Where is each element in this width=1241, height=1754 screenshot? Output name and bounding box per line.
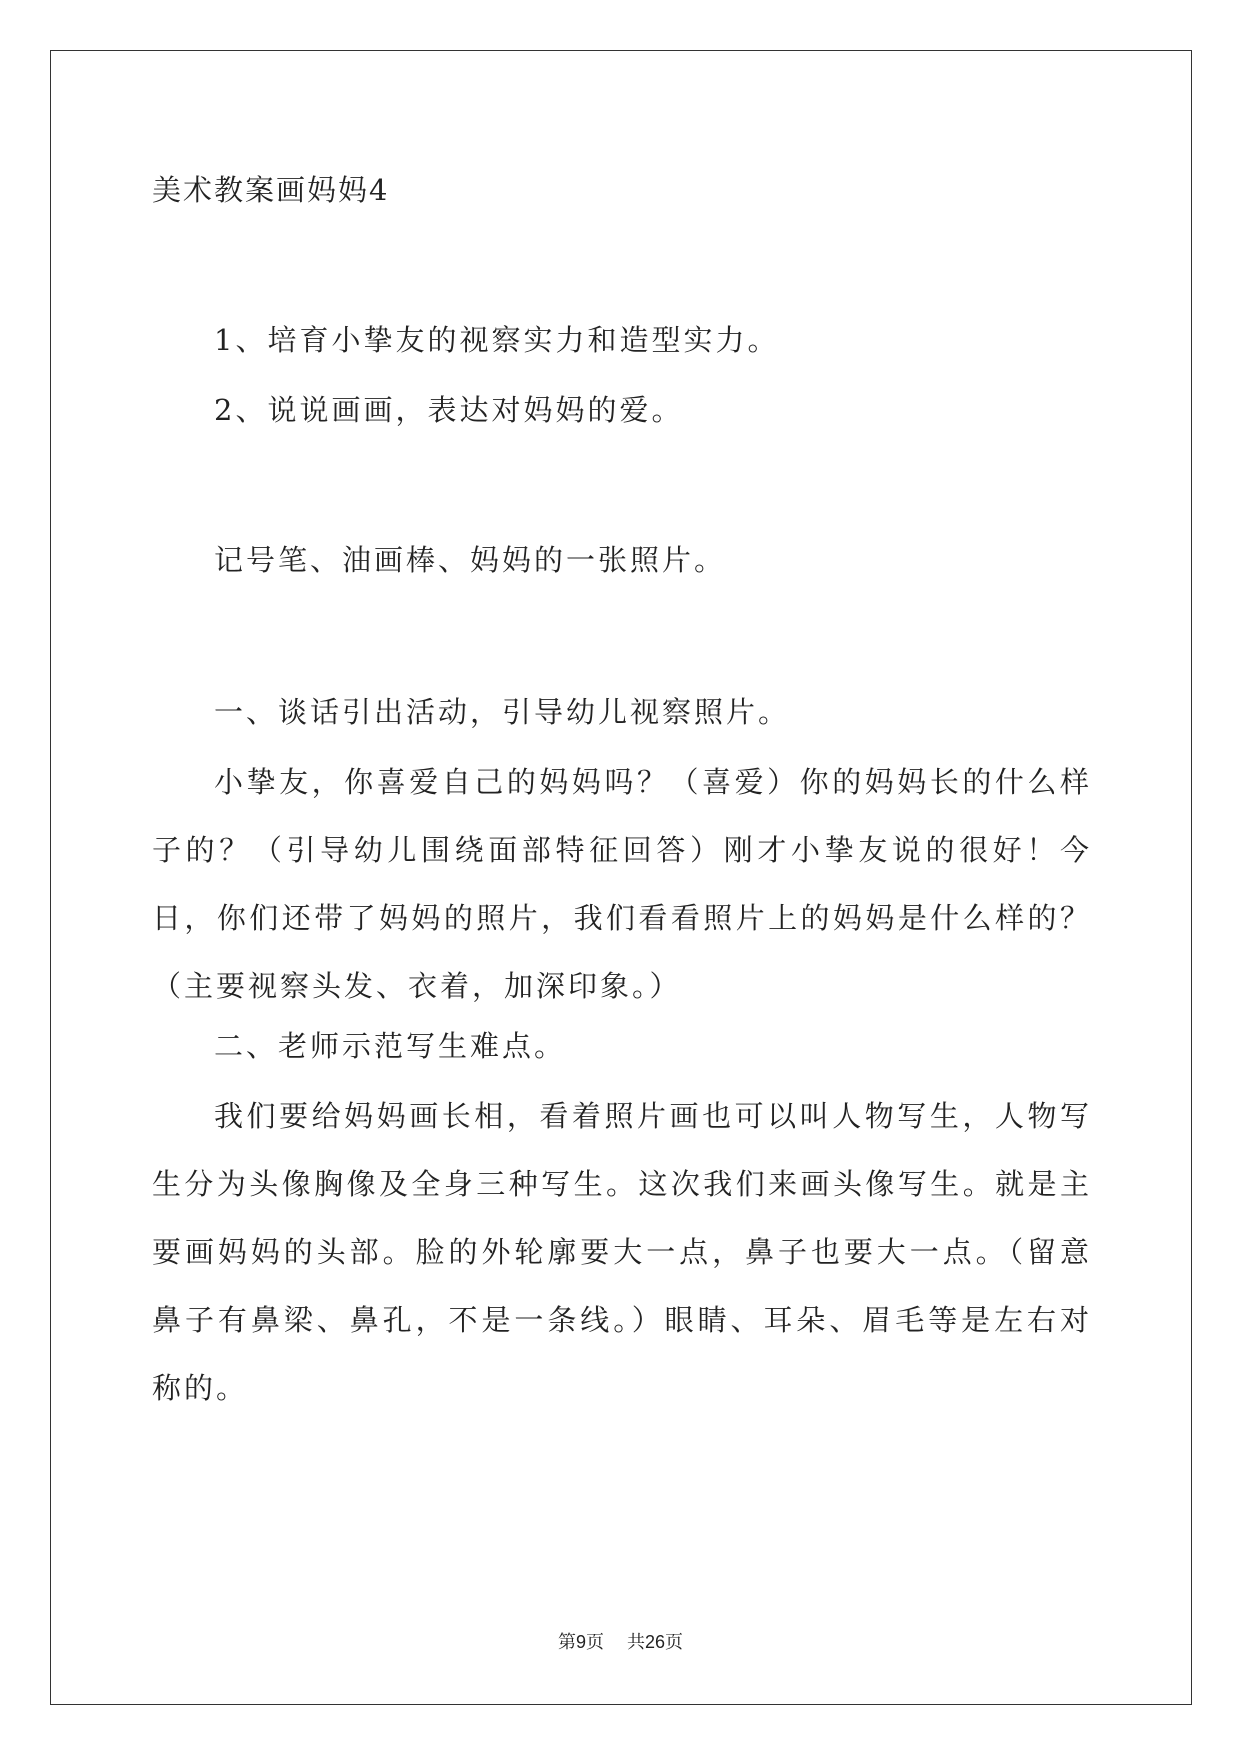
footer-current-page: 9 (576, 1632, 587, 1652)
document-title: 美术教案画妈妈4 (152, 173, 390, 207)
footer-total-unit: 页 (664, 1632, 683, 1653)
materials-text: 记号笔、油画棒、妈妈的一张照片。 (214, 543, 727, 577)
step2-body: 我们要给妈妈画长相，看着照片画也可以叫人物写生，人物写生分为头像胸像及全身三种写生。这次我们来画头像写生。就是主要画妈妈的头部。脸的外轮廓要大一点，鼻子也要大一点。（留意鼻子有鼻梁、鼻孔，不是一条线。）眼睛、耳朵、眉毛等是左右对称的。 (152, 1099, 1092, 1405)
footer-total-prefix: 共 (626, 1632, 645, 1653)
footer-total-pages: 26 (644, 1632, 665, 1652)
step2-heading: 二、老师示范写生难点。 (214, 1029, 567, 1063)
footer-prefix: 第 (558, 1632, 577, 1653)
step1-heading: 一、谈话引出活动，引导幼儿视察照片。 (214, 695, 791, 729)
document-body (152, 152, 1092, 1422)
objective-2: 2、说说画画，表达对妈妈的爱。 (214, 393, 684, 427)
step1-body: 小挚友，你喜爱自己的妈妈吗？（喜爱）你的妈妈长的什么样子的？（引导幼儿围绕面部特征回答）刚才小挚友说的很好！今日，你们还带了妈妈的照片，我们看看照片上的妈妈是什么样的？（主要视察头发、衣着，加深印象。） (152, 765, 1092, 1003)
footer-page-unit: 页 (586, 1632, 605, 1653)
page-footer (0, 1628, 1241, 1654)
objective-1: 1、培育小挚友的视察实力和造型实力。 (214, 323, 780, 357)
